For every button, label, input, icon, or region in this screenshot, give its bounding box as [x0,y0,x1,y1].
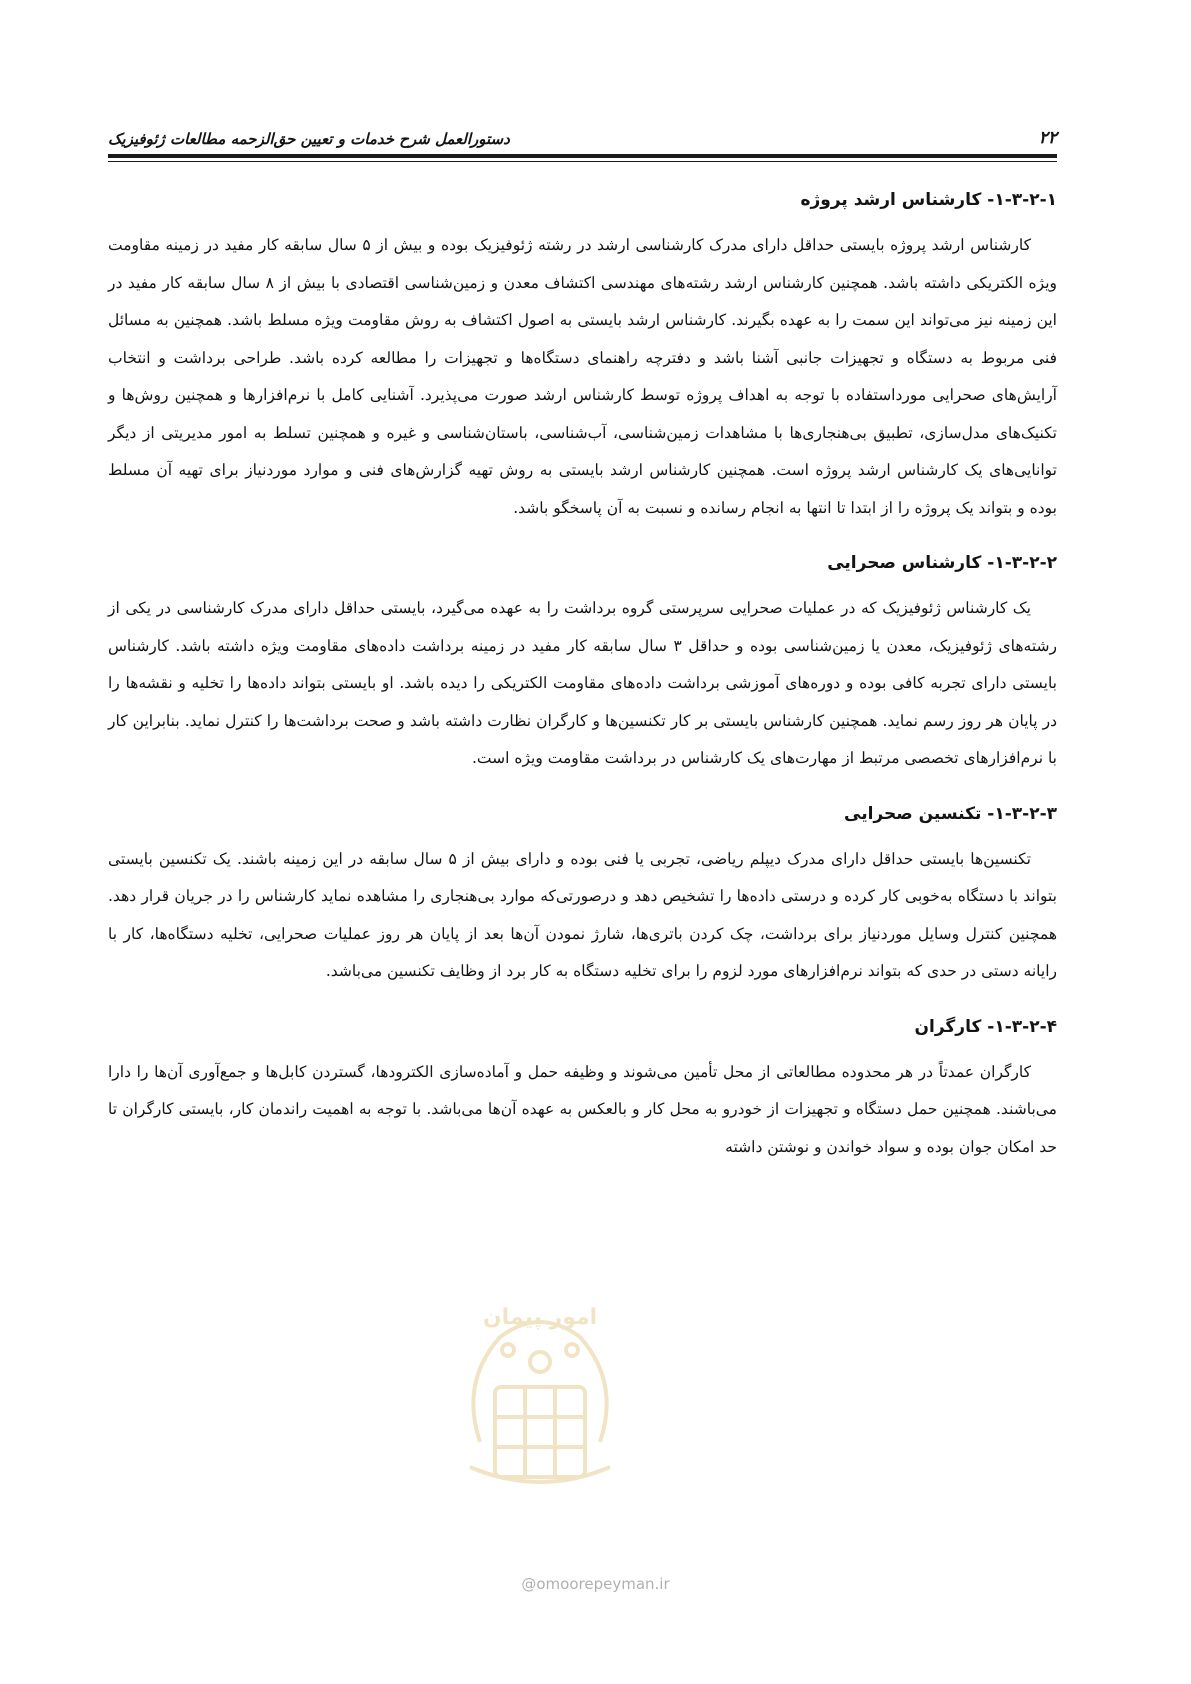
watermark-url: @omoorepeyman.ir [521,1575,670,1593]
page-body [108,186,1057,1188]
section-field-technician [108,800,1057,991]
section-senior-expert [108,186,1057,527]
section-paragraph: یک کارشناس ژئوفیزیک که در عملیات صحرایی سرپرستی گروه برداشت را به عهده می‌گیرد، بایستی حداقل دارای مدرک کارشناسی در یکی از رشته‌های ژئوفیزیک، معدن یا زمین‌شناسی بوده و حداقل ۳ سال سابقه کار مفید در زمینه برداشت داده‌های مقاومت ویژه داشته باشد. کارشناس بایستی دارای تجربه کافی بوده و دوره‌های آموزشی برداشت داده‌های مقاومت الکتریکی را دیده باشد. او بایستی بتواند داده‌ها را تخلیه و نقشه‌ها را در پایان هر روز رسم نماید. همچنین کارشناس بایستی بر کار تکنسین‌ها و کارگران نظارت داشته باشد و صحت برداشت‌ها را کنترل نماید. بنابراین کار با نرم‌افزارهای تخصصی مرتبط از مهارت‌های یک کارشناس در برداشت مقاومت ویژه است. [108,599,1057,767]
section-heading: ۱-۳-۲-۴- کارگران [914,1016,1057,1037]
section-paragraph: تکنسین‌ها بایستی حداقل دارای مدرک دیپلم ریاضی، تجربی یا فنی بوده و دارای بیش از ۵ سال سابقه در این زمینه باشند. یک تکنسین بایستی بتواند با دستگاه به‌خوبی کار کرده و درستی داده‌ها را تشخیص دهد و درصورتی‌که موارد بی‌هنجاری را مشاهده نماید کارشناس را در جریان قرار دهد. همچنین کنترل وسایل موردنیاز برای برداشت، چک کردن باتری‌ها، شارژ نمودن آن‌ها بعد از پایان هر روز عملیات صحرایی، تخلیه دستگاه‌ها، کار با رایانه دستی در حدی که بتواند نرم‌افزارهای مورد لزوم را برای تخلیه دستگاه به کار برد از وظایف تکنسین می‌باشد. [108,849,1057,980]
section-field-expert [108,549,1057,778]
page-number: ۲۲ [1038,128,1057,148]
watermark-seal-icon [440,1292,640,1502]
page-header [108,118,1057,148]
watermark-seal-text: امور پیمان [482,1305,598,1330]
section-paragraph: کارشناس ارشد پروژه بایستی حداقل دارای مدرک کارشناسی ارشد در رشته ژئوفیزیک بوده و بیش از ۵ سال سابقه کار مفید در زمینه مقاومت ویژه الکتریکی داشته باشد. همچنین کارشناس ارشد رشته‌های مهندسی اکتشاف معدن و زمین‌شناسی اقتصادی با بیش از ۸ سال سابقه کار مفید در این زمینه نیز می‌تواند این سمت را به عهده بگیرند. کارشناس ارشد بایستی به اصول اکتشاف به روش مقاومت ویژه مسلط باشد. همچنین به مسائل فنی مربوط به دستگاه و تجهیزات جانبی آشنا باشد و دفترچه راهنمای دستگاه‌ها و تجهیزات را مطالعه کرده باشد. طراحی برداشت و انتخاب آرایش‌های صحرایی مورداستفاده با توجه به اهداف پروژه توسط کارشناس ارشد صورت می‌پذیرد. آشنایی کامل با نرم‌افزارها و همچنین روش‌ها و تکنیک‌های مدل‌سازی، تطبیق بی‌هنجاری‌ها با مشاهدات زمین‌شناسی، آب‌شناسی، باستان‌شناسی و غیره و همچنین تسلط به امور مدیریتی از دیگر توانایی‌های یک کارشناس ارشد پروژه است. همچنین کارشناس ارشد بایستی به روش تهیه گزارش‌های فنی و موارد موردنیاز برای تهیه آن مسلط بوده و بتواند یک پروژه را از ابتدا تا انتها به انجام رسانده و نسبت به آن پاسخگو باشد. [108,236,1057,517]
header-rule-thick [108,154,1057,158]
running-title: دستورالعمل شرح خدمات و تعیین حق‌الزحمه مطالعات ژئوفیزیک [108,130,510,148]
header-rule-thin [108,161,1057,162]
section-heading: ۱-۳-۲-۳- تکنسین صحرایی [844,803,1057,824]
section-heading: ۱-۳-۲-۲- کارشناس صحرایی [827,553,1057,573]
section-workers [108,1013,1057,1167]
section-paragraph: کارگران عمدتاً در هر محدوده مطالعاتی از محل تأمین می‌شوند و وظیفه حمل و آماده‌سازی الکترودها، گستردن کابل‌ها و جمع‌آوری آن‌ها را دارا می‌باشند. همچنین حمل دستگاه و تجهیزات از خودرو به محل کار و بالعکس به عهده آن‌ها می‌باشد. با توجه به اهمیت راندمان کار، بایستی کارگران تا حد امکان جوان بوده و سواد خواندن و نوشتن داشته [108,1062,1057,1156]
section-heading: ۱-۳-۲-۱- کارشناس ارشد پروژه [800,190,1057,210]
